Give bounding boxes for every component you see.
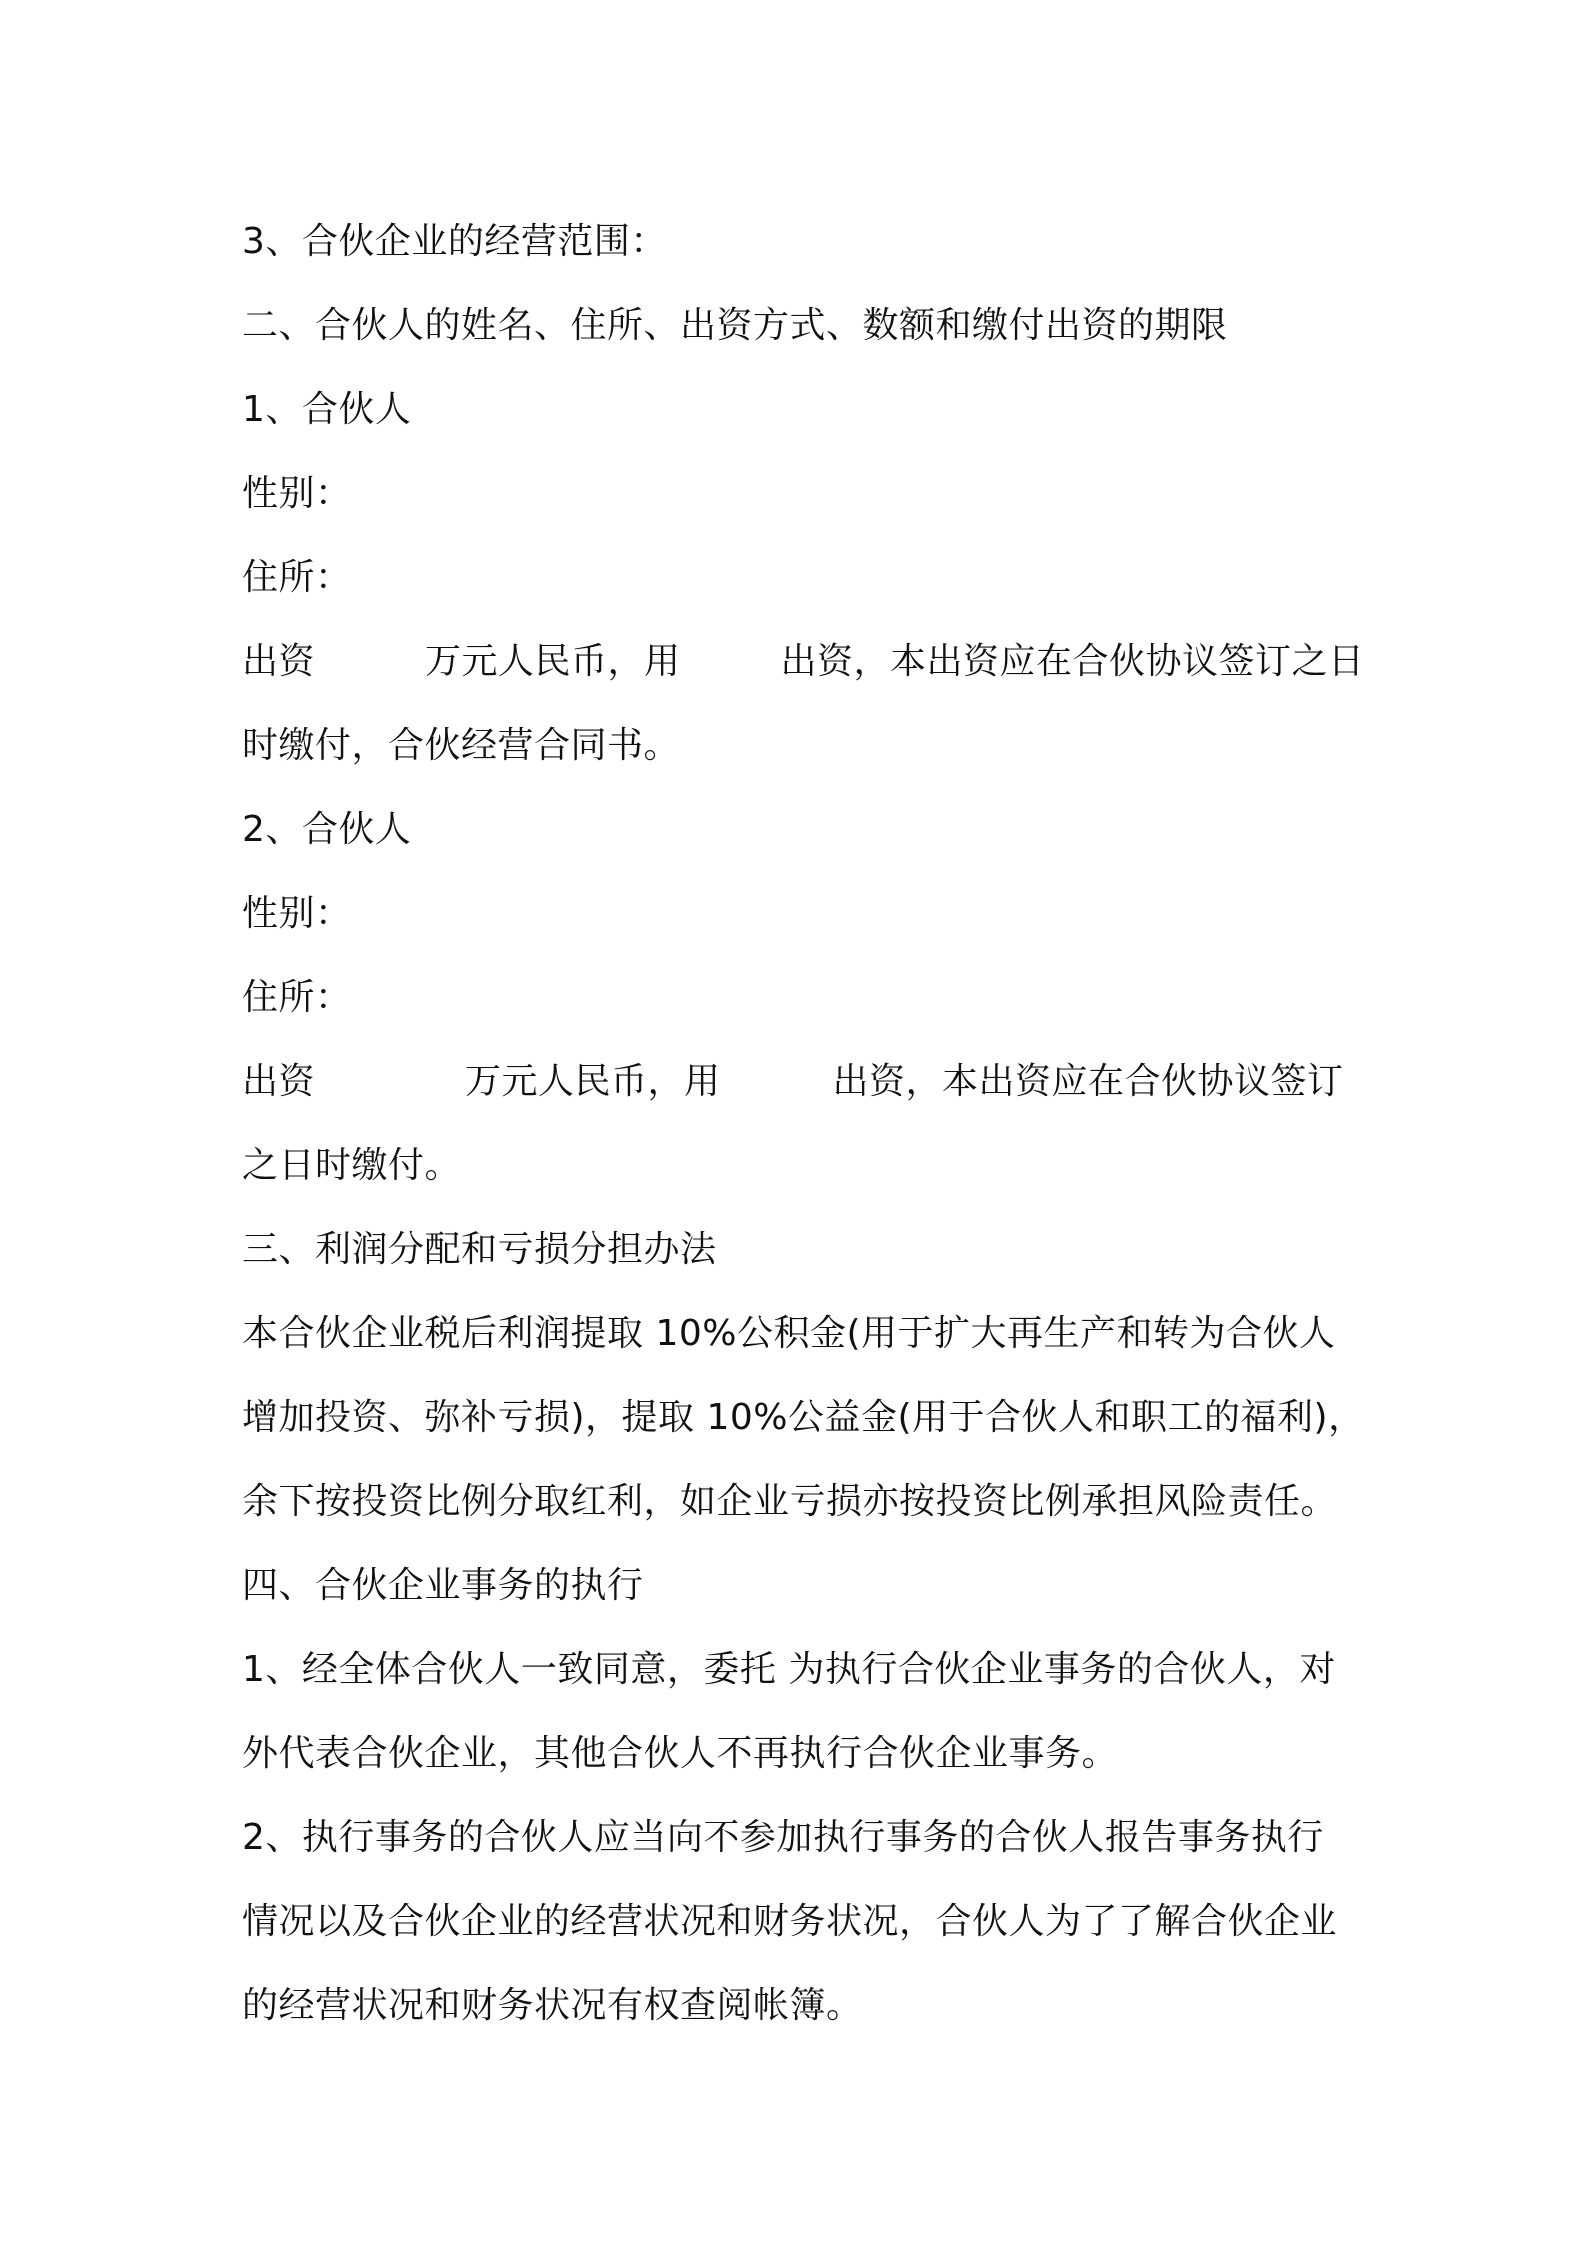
partner-1-address: 住所： — [242, 557, 352, 598]
affairs-item-2-line-1: 2、执行事务的合伙人应当向不参加执行事务的合伙人报告事务执行 — [242, 1817, 1324, 1858]
partner-2-gender: 性别： — [242, 893, 352, 934]
section-heading-profit: 三、利润分配和亏损分担办法 — [242, 1229, 717, 1270]
partner-1-gender: 性别： — [242, 473, 352, 514]
affairs-item-1-line-1: 1、经全体合伙人一致同意，委托 为执行合伙企业事务的合伙人，对 — [242, 1649, 1336, 1690]
capital-label: 出资 — [242, 641, 316, 682]
affairs-item-2-line-3: 的经营状况和财务状况有权查阅帐簿。 — [242, 1985, 863, 2026]
capital-currency: 万元人民币，用 — [465, 1061, 721, 1102]
partner-1-capital — [242, 620, 1365, 704]
affairs-item-1-line-2: 外代表合伙企业，其他合伙人不再执行合伙企业事务。 — [242, 1733, 1119, 1774]
section-heading-partners: 二、合伙人的姓名、住所、出资方式、数额和缴付出资的期限 — [242, 305, 1228, 346]
section-heading-affairs: 四、合伙企业事务的执行 — [242, 1565, 644, 1606]
profit-paragraph-line-3: 余下按投资比例分取红利，如企业亏损亦按投资比例承担风险责任。 — [242, 1481, 1338, 1522]
capital-currency: 万元人民币，用 — [425, 641, 681, 682]
capital-terms: 出资，本出资应在合伙协议签订之日 — [780, 641, 1365, 682]
partner-1-capital-cont: 时缴付，合伙经营合同书。 — [242, 725, 681, 766]
partner-1-heading: 1、合伙人 — [242, 389, 412, 430]
section-heading-business-scope: 3、合伙企业的经营范围： — [242, 221, 667, 262]
partner-2-capital — [242, 1040, 1362, 1124]
partner-2-heading: 2、合伙人 — [242, 809, 412, 850]
document-body — [242, 200, 1365, 2048]
capital-label: 出资 — [242, 1061, 316, 1102]
partner-2-address: 住所： — [242, 977, 352, 1018]
capital-terms: 出资，本出资应在合伙协议签订 — [832, 1061, 1344, 1102]
affairs-item-2-line-2: 情况以及合伙企业的经营状况和财务状况，合伙人为了了解合伙企业 — [242, 1901, 1338, 1942]
profit-paragraph-line-1: 本合伙企业税后利润提取 10%公积金(用于扩大再生产和转为合伙人 — [242, 1313, 1336, 1354]
partner-2-capital-cont: 之日时缴付。 — [242, 1145, 462, 1186]
profit-paragraph-line-2: 增加投资、弥补亏损)，提取 10%公益金(用于合伙人和职工的福利)， — [242, 1397, 1365, 1438]
